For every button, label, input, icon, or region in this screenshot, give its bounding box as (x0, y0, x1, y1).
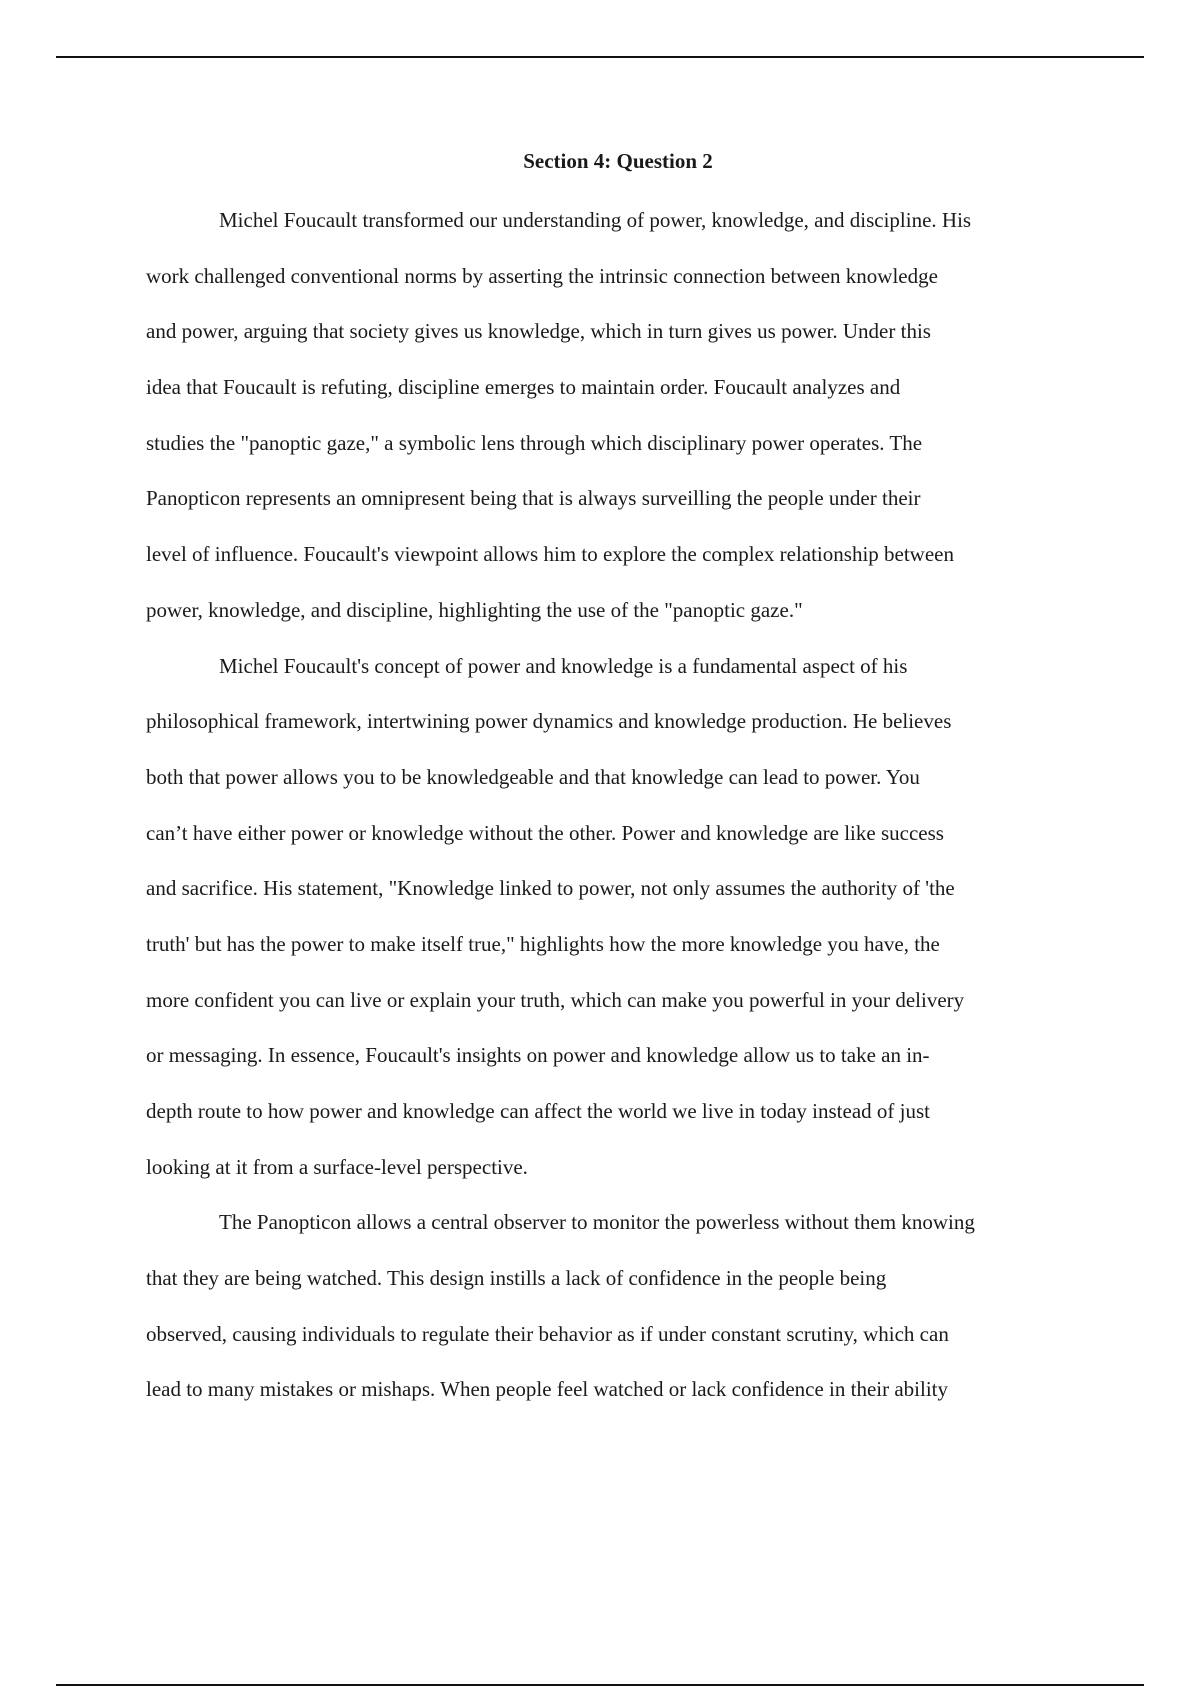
paragraph-line: idea that Foucault is refuting, discipline emerges to maintain order. Foucault analyzes and (146, 375, 901, 400)
paragraph-3 (146, 1195, 1090, 1418)
paragraph-line: looking at it from a surface-level perspective. (146, 1154, 528, 1179)
paragraph-line: or messaging. In essence, Foucault's insights on power and knowledge allow us to take an in- (146, 1043, 930, 1068)
paragraph-line: more confident you can live or explain your truth, which can make you powerful in your delivery (146, 987, 965, 1012)
paragraph-line: Panopticon represents an omnipresent being that is always surveilling the people under their (146, 486, 921, 511)
paragraph-line: observed, causing individuals to regulate their behavior as if under constant scrutiny, which can (146, 1321, 949, 1346)
paragraph-line: power, knowledge, and discipline, highlighting the use of the "panoptic gaze." (146, 597, 803, 622)
paragraph-line: depth route to how power and knowledge can affect the world we live in today instead of just (146, 1099, 930, 1123)
top-rule (56, 56, 1144, 58)
paragraph-line: lead to many mistakes or mishaps. When people feel watched or lack confidence in their ability (146, 1377, 949, 1402)
paragraph-line: The Panopticon allows a central observer to monitor the powerless without them knowing (219, 1210, 975, 1235)
paragraph-line: both that power allows you to be knowledgeable and that knowledge can lead to power. You (146, 764, 920, 789)
paragraph-line: work challenged conventional norms by asserting the intrinsic connection between knowledge (146, 263, 938, 288)
document-body (146, 143, 1090, 1418)
paragraph-line: level of influence. Foucault's viewpoint allows him to explore the complex relationship between (146, 542, 954, 567)
paragraph-line: studies the "panoptic gaze," a symbolic lens through which disciplinary power operates. The (146, 430, 923, 455)
paragraph-line: philosophical framework, intertwining power dynamics and knowledge production. He believes (146, 709, 952, 734)
section-heading: Section 4: Question 2 (523, 149, 713, 173)
paragraph-line: that they are being watched. This design instills a lack of confidence in the people being (146, 1266, 887, 1291)
paragraph-line: and sacrifice. His statement, "Knowledge linked to power, not only assumes the authority of 'the (146, 876, 955, 901)
paragraph-line: truth' but has the power to make itself true," highlights how the more knowledge you have, the (146, 931, 940, 956)
paragraph-2 (146, 639, 1090, 1196)
paragraph-line: and power, arguing that society gives us knowledge, which in turn gives us power. Under this (146, 319, 931, 344)
paragraph-line: can’t have either power or knowledge without the other. Power and knowledge are like success (146, 820, 944, 845)
paragraph-line: Michel Foucault's concept of power and knowledge is a fundamental aspect of his (219, 653, 908, 678)
bottom-rule (56, 1684, 1144, 1686)
paragraph-line: Michel Foucault transformed our understanding of power, knowledge, and discipline. His (219, 208, 972, 232)
paragraph-1 (146, 193, 1090, 639)
